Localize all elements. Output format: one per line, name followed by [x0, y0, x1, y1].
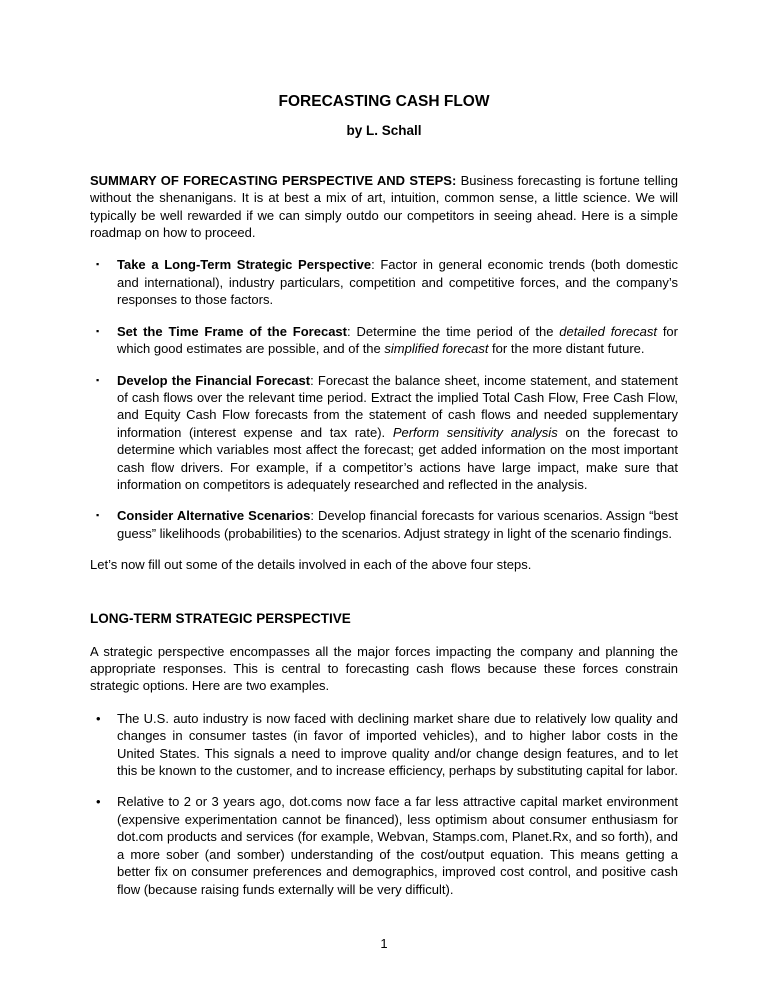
round-bullet-icon: • — [96, 794, 101, 810]
round-bullet-icon: • — [96, 710, 101, 726]
square-bullet-icon: ▪ — [96, 325, 100, 336]
step-item-2 — [90, 323, 678, 358]
section-intro-paragraph: A strategic perspective encompasses all the major forces impacting the company and planning the appropriate responses. This is central to forecasting cash flows because these forces constrain strategic options. Here are two examples. — [90, 643, 678, 694]
step-text-2: Set the Time Frame of the Forecast: Determine the time period of the detailed forecast for which good estimates are possible, and of the simplified forecast for the more distant future. — [117, 323, 678, 357]
document-title: FORECASTING CASH FLOW — [278, 93, 490, 110]
summary-paragraph: SUMMARY OF FORECASTING PERSPECTIVE AND STEPS: Business forecasting is fortune telling without the shenanigans. It is at best a mix of art, intuition, common sense, a little science. We will typically be well rewarded if we can simply outdo our competitors in seeing ahead. Here is a simple roadmap on how to proceed. — [90, 172, 678, 241]
step-item-1 — [90, 256, 678, 308]
step-text-3: Develop the Financial Forecast: Forecast the balance sheet, income statement, and statement of cash flows over the relevant time period. Extract the implied Total Cash Flow, Free Cash Flow, and Equity Cash Flow forecasts from the statement of cash flows and needed supplementary information (interest expense and tax rate). Perform sensitivity analysis on the forecast to determine which variables most affect the forecast; get added information on the most important cash flow drivers. For example, if a competitor’s actions have large impact, make sure that information on competitors is adequately researched and reflected in the analysis. — [117, 372, 678, 492]
document-byline: by L. Schall — [346, 122, 422, 138]
example-item-2 — [90, 793, 678, 897]
section-heading: LONG-TERM STRATEGIC PERSPECTIVE — [90, 610, 351, 626]
square-bullet-icon: ▪ — [96, 259, 100, 270]
step-text-1: Take a Long-Term Strategic Perspective: Factor in general economic trends (both domestic and international), industry particulars, competition and competitive forces, and the company’s responses to those factors. — [117, 257, 679, 308]
square-bullet-icon: ▪ — [96, 510, 100, 521]
transition-paragraph: Let’s now fill out some of the details involved in each of the above four steps. — [90, 557, 532, 573]
example-text-1: The U.S. auto industry is now faced with declining market share due to relatively low quality and changes in consumer tastes (in favor of imported vehicles), and to higher labor costs in the United States. This signals a need to improve quality and/or change design features, and to let this be known to the customer, and to increase efficiency, perhaps by substituting capital for labor. — [117, 710, 679, 779]
step-text-4: Consider Alternative Scenarios: Develop financial forecasts for various scenarios. Assign “best guess” likelihoods (probabilities) to the scenarios. Adjust strategy in light of the scenario findings. — [117, 508, 679, 541]
square-bullet-icon: ▪ — [96, 374, 100, 385]
example-text-2: Relative to 2 or 3 years ago, dot.coms now face a far less attractive capital market environment (expensive experimentation cannot be financed), less optimism about consumer enthusiasm for dot.com products and services (for example, Webvan, Stamps.com, Planet.Rx, and so forth), and a more sober (and somber) understanding of the cost/output equation. This means getting a better fix on consumer preferences and demographics, improved cost control, and positive cash flow (because raising funds externally will be very difficult). — [117, 794, 678, 897]
example-item-1 — [90, 710, 678, 780]
step-item-4 — [90, 507, 678, 542]
step-item-3 — [90, 372, 678, 494]
page-number: 1 — [380, 935, 388, 951]
